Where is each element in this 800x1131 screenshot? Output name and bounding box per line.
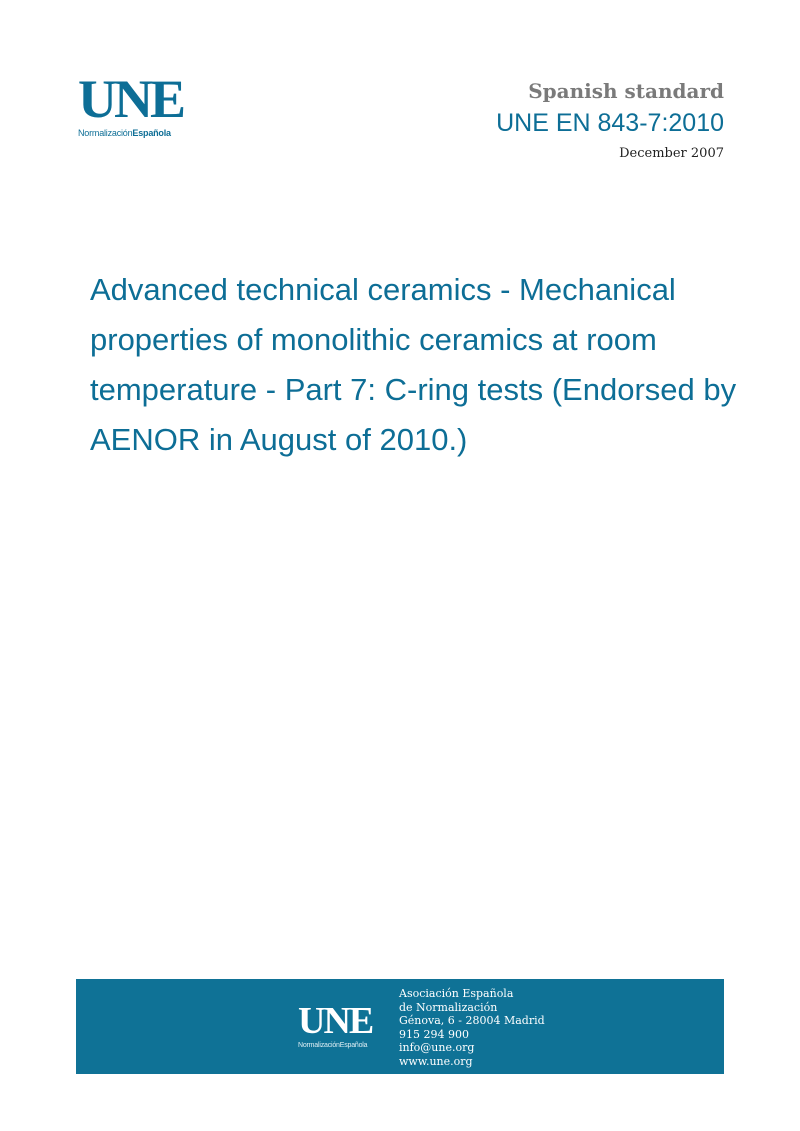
footer-email[interactable]: info@une.org [399,1041,475,1055]
footer-band [76,979,724,1074]
footer-org-line2: de Normalización [399,1000,498,1014]
footer-web[interactable]: www.une.org [399,1054,473,1068]
logo-mark: UNE [78,69,184,129]
footer-logo [298,1002,372,1049]
standard-header [496,78,724,164]
footer-tagline-part1: Normalización [298,1042,340,1049]
footer-phone: 915 294 900 [399,1027,469,1041]
standard-kind: Spanish standard [528,79,724,103]
logo-tagline [78,128,198,138]
footer-logo-tagline [298,1042,372,1049]
footer-address: Génova, 6 - 28004 Madrid [399,1014,545,1028]
une-logo [78,69,198,138]
footer-contact [399,987,545,1069]
standard-date: December 2007 [619,146,724,161]
document-title: Advanced technical ceramics - Mechanical properties of monolithic ceramics at room temperature - Part 7: C-ring tests (Endorsed by AENOR in August of 2010.) [90,272,737,457]
logo-tagline-part2: Española [132,128,171,138]
footer-tagline-part2: Española [339,1042,368,1049]
logo-tagline-part1: Normalización [78,128,133,138]
footer-logo-mark: UNE [298,1000,373,1042]
standard-code: UNE EN 843-7:2010 [496,109,724,137]
footer-org-line1: Asociación Española [399,987,514,1000]
